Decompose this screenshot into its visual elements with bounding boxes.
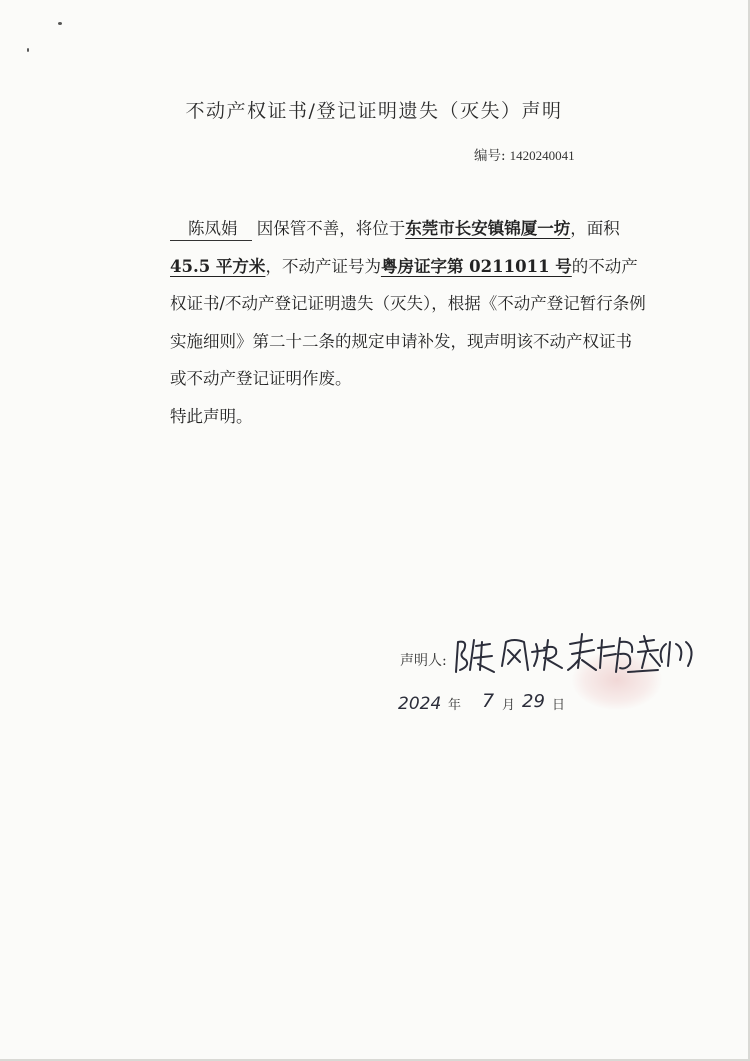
declarant-label: 声明人: xyxy=(400,653,447,669)
body-text: 因保管不善，将位于 xyxy=(256,219,406,238)
statement-paragraph xyxy=(128,210,648,398)
page-title: 不动产权证书/登记证明遗失（灭失）声明 xyxy=(185,100,563,122)
property-location: 东莞市长安镇锦厦一坊 xyxy=(405,219,571,238)
statement-body xyxy=(128,210,648,435)
scan-speck xyxy=(27,48,29,52)
month-label: 月 xyxy=(502,698,516,713)
body-text: ，不动产证号为 xyxy=(265,256,381,276)
body-text: 的不动产权证书/不动产登记证明遗失（灭失），根据《不动产登记暂行条例实施细则》第二十二条的规定申请补发，现声明该不动产权证书或不动产登记证明作废。 xyxy=(170,256,646,388)
declarant-name: 陈凤娟 xyxy=(170,218,252,241)
document-number-label: 编号: xyxy=(474,148,506,164)
body-text: ，面积 xyxy=(570,219,620,238)
document-number xyxy=(474,144,575,164)
date-day: 29 xyxy=(522,691,545,712)
closing-line: 特此声明。 xyxy=(170,406,253,426)
handwritten-signature xyxy=(444,620,706,684)
property-area: 45.5 平方米 xyxy=(170,256,266,276)
date-year: 2024 xyxy=(398,694,442,714)
day-label: 日 xyxy=(552,698,566,713)
scan-speck xyxy=(58,22,62,25)
certificate-number: 粤房证字第 0211011 号 xyxy=(380,256,572,276)
document-number-value: 1420240041 xyxy=(509,148,575,163)
year-label: 年 xyxy=(448,698,462,713)
date-month: 7 xyxy=(482,690,495,712)
